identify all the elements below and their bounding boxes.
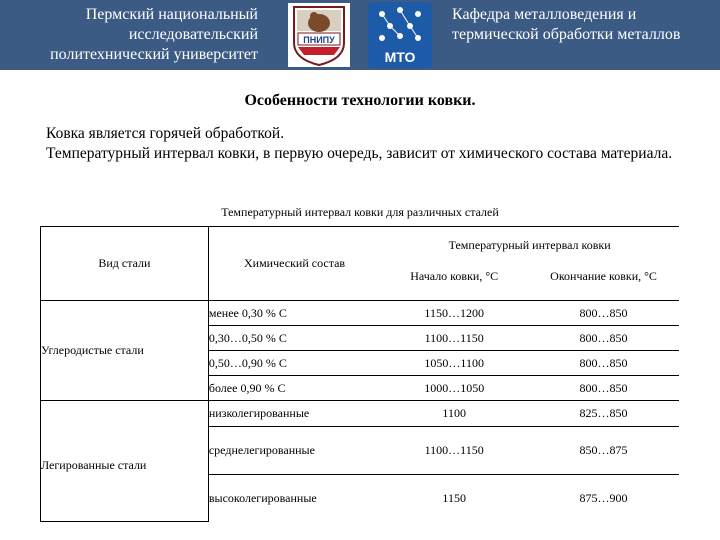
mto-logo-text: МТО (384, 49, 416, 65)
cell-chem: среднелегированные (208, 427, 380, 475)
intro-text (46, 124, 674, 164)
intro-line-1: Ковка является горячей обработкой. (46, 125, 285, 142)
header-chem: Химический состав (208, 227, 380, 301)
table-caption: Температурный интервал ковки для различных сталей (221, 205, 499, 219)
cell-end: 800…850 (528, 376, 679, 401)
cell-start: 1100 (380, 401, 528, 427)
department-name: Кафедра металловедения и термической обработки металлов (452, 6, 681, 43)
cell-end: 800…850 (528, 326, 679, 351)
mto-logo (368, 2, 432, 68)
header-end: Окончание ковки, °С (528, 253, 679, 301)
cell-chem: низколегированные (208, 401, 380, 427)
cell-start: 1050…1100 (380, 351, 528, 376)
cell-chem: 0,50…0,90 % С (208, 351, 380, 376)
cell-chem: высоколегированные (208, 475, 380, 522)
cell-end: 800…850 (528, 351, 679, 376)
header-interval: Температурный интервал ковки (380, 227, 679, 253)
cell-start: 1150…1200 (380, 301, 528, 326)
cell-start: 1150 (442, 490, 466, 505)
cell-end: 850…875 (528, 427, 679, 475)
cell-start: 1000…1050 (380, 376, 528, 401)
cell-start: 1100…1150 (380, 326, 528, 351)
cell-end: 875…900 (579, 490, 628, 505)
header-steel-type: Вид стали (41, 227, 209, 301)
group-alloy: Легированные стали (41, 401, 209, 522)
intro-line-2: Температурный интервал ковки, в первую очередь, зависит от химического состава материала. (46, 145, 673, 162)
slide-title: Особенности технологии ковки. (244, 92, 476, 109)
cell-end: 825…850 (528, 401, 679, 427)
cell-chem: менее 0,30 % С (208, 301, 380, 326)
cell-end: 800…850 (528, 301, 679, 326)
pnipu-logo-text: ПНИПУ (303, 35, 335, 45)
table-row (41, 401, 680, 427)
header-start: Начало ковки, °С (380, 253, 528, 301)
pnipu-logo (288, 3, 350, 67)
header-banner (0, 0, 720, 70)
cell-chem: 0,30…0,50 % С (208, 326, 380, 351)
cell-chem: более 0,90 % С (208, 376, 380, 401)
group-carbon: Углеродистые стали (41, 301, 209, 401)
cell-start: 1100…1150 (380, 427, 528, 475)
table-row (41, 301, 680, 326)
forging-temperature-table (40, 226, 679, 522)
university-name: Пермский национальный исследовательский политехнический университет (50, 6, 258, 63)
